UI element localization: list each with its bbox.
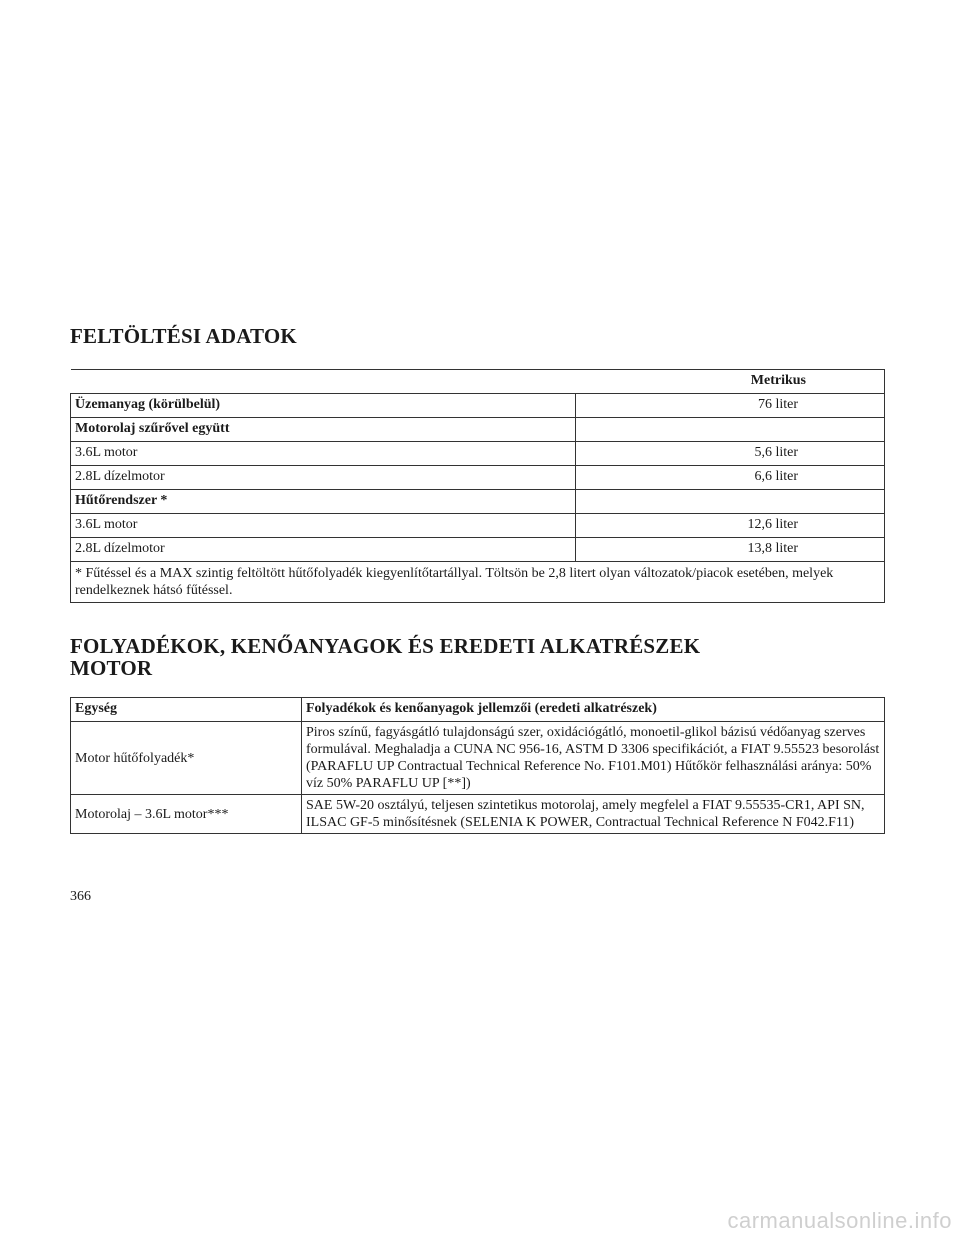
row-label: 3.6L motor — [71, 514, 576, 538]
spec-cell: SAE 5W-20 osztályú, teljesen szintetikus motorolaj, amely megfelel a FIAT 9.55535-CR1, API SN, ILSAC GF-5 minősítésnek (SELENIA K POWER, Contractual Technical Reference N F042.F11) — [302, 795, 885, 834]
row-label: 2.8L dízelmotor — [71, 466, 576, 490]
fill-capacity-table — [70, 369, 885, 603]
row-label: Hűtőrendszer * — [71, 490, 576, 514]
row-value: 76 liter — [576, 394, 885, 418]
watermark: carmanualsonline.info — [727, 1208, 952, 1233]
row-value — [576, 490, 885, 514]
unit-cell: Motor hűtőfolyadék* — [71, 722, 302, 795]
row-value: 6,6 liter — [576, 466, 885, 490]
row-value: 12,6 liter — [576, 514, 885, 538]
table-row — [71, 722, 885, 795]
row-label: Üzemanyag (körülbelül) — [71, 394, 576, 418]
table-footnote: * Fűtéssel és a MAX szintig feltöltött hűtőfolyadék kiegyenlítőtartállyal. Töltsön be 2,8 litert olyan változatok/piacok esetében, melyek rendelkeznek hátsó fűtéssel. — [71, 562, 885, 603]
table-row — [71, 795, 885, 834]
table-row — [71, 466, 885, 490]
row-label: 3.6L motor — [71, 442, 576, 466]
table-header-row — [71, 370, 885, 394]
table-footnote-row — [71, 562, 885, 603]
unit-cell: Motorolaj – 3.6L motor*** — [71, 795, 302, 834]
spec-column-header: Folyadékok és kenőanyagok jellemzői (eredeti alkatrészek) — [302, 698, 885, 722]
table-row — [71, 442, 885, 466]
section-subtitle-engine: MOTOR — [70, 656, 153, 680]
row-value: 13,8 liter — [576, 538, 885, 562]
fluids-table — [70, 697, 885, 834]
section-title-fluids: FOLYADÉKOK, KENŐANYAGOK ÉS EREDETI ALKATRÉSZEK — [70, 634, 701, 658]
row-value — [576, 418, 885, 442]
table-row — [71, 394, 885, 418]
metric-column-header: Metrikus — [71, 370, 885, 394]
unit-column-header: Egység — [71, 698, 302, 722]
table-row — [71, 418, 885, 442]
row-value: 5,6 liter — [576, 442, 885, 466]
section-title-fill-data: FELTÖLTÉSI ADATOK — [70, 324, 297, 348]
spec-cell: Piros színű, fagyásgátló tulajdonságú szer, oxidációgátló, monoetil-glikol bázisú védőanyag szerves formulával. Meghaladja a CUNA NC 956-16, ASTM D 3306 specifikációt, a FIAT 9.55523 besorolást (PARAFLU UP Contractual Technical Reference No. F101.M01) Hűtőkör felhasználási aránya: 50% víz 50% PARAFLU UP [**]) — [302, 722, 885, 795]
row-label: Motorolaj szűrővel együtt — [71, 418, 576, 442]
table-header-row — [71, 698, 885, 722]
table-row — [71, 538, 885, 562]
table-row — [71, 490, 885, 514]
row-label: 2.8L dízelmotor — [71, 538, 576, 562]
table-row — [71, 514, 885, 538]
page-number: 366 — [70, 889, 91, 904]
